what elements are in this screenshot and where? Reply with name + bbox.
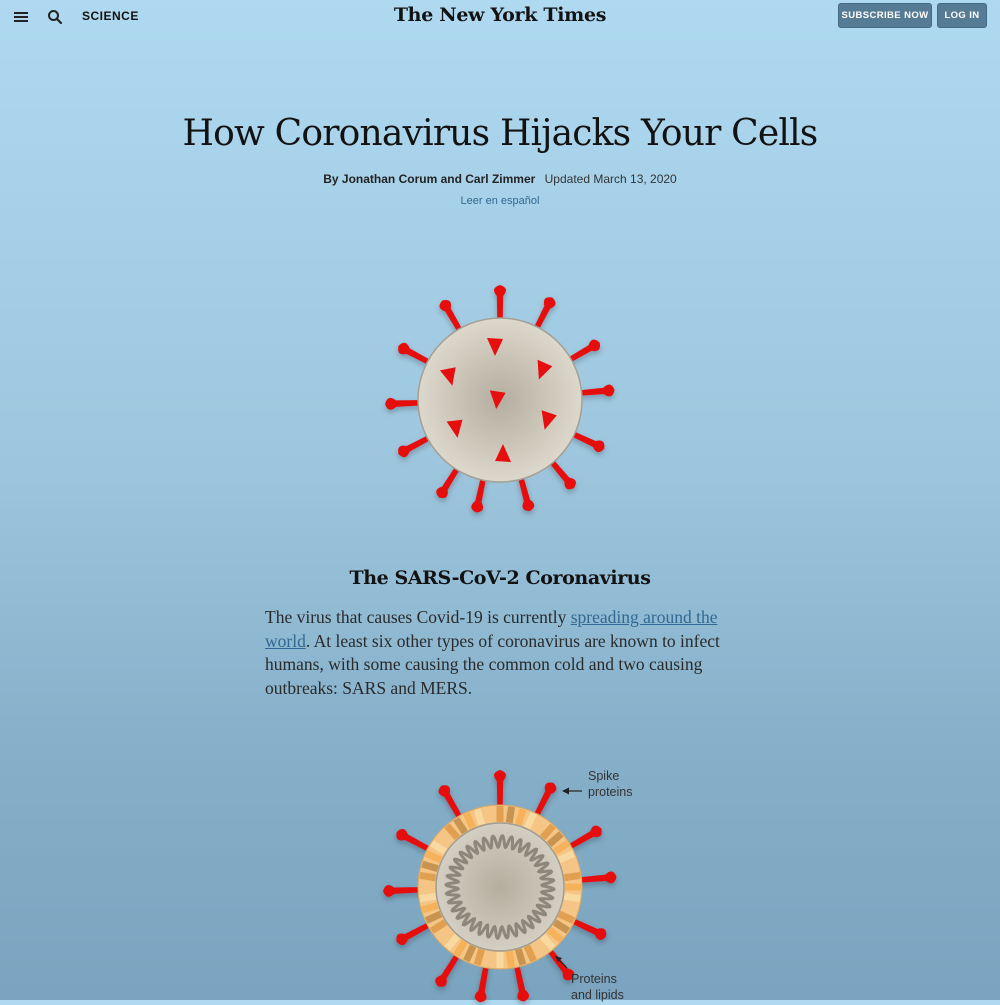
nyt-logo[interactable]: The New York Times	[393, 4, 607, 26]
article-paragraph	[265, 606, 735, 700]
byline-authors[interactable]: By Jonathan Corum and Carl Zimmer	[323, 172, 536, 186]
top-bar	[0, 0, 1000, 34]
label-spike-line1: Spike	[588, 769, 620, 783]
lipid-segment	[497, 952, 504, 968]
article-headline: How Coronavirus Hijacks Your Cells	[182, 113, 818, 154]
spreading-link[interactable]: spreading around the world	[265, 607, 718, 651]
label-proteins-lipids	[571, 971, 624, 1003]
spanish-version-link[interactable]: Leer en español	[460, 195, 540, 207]
login-button[interactable]: LOG IN	[937, 3, 987, 28]
label-proteins-line2: and lipids	[571, 988, 624, 1002]
subscribe-button[interactable]: SUBSCRIBE NOW	[838, 3, 932, 28]
coronavirus-illustration	[370, 275, 630, 525]
paragraph-text-end: . At least six other types of coronavirus are known to infect humans, with some causing the common cold and two causing outbreaks: SARS and MERS.	[265, 630, 720, 698]
byline	[0, 172, 1000, 186]
lipid-segment	[565, 884, 581, 891]
arrow-icon	[562, 788, 582, 795]
section-link-science[interactable]: SCIENCE	[82, 9, 139, 23]
lipid-segment	[497, 806, 504, 822]
label-spike-line2: proteins	[588, 785, 633, 799]
label-proteins-line1: Proteins	[571, 972, 617, 986]
section-heading: The SARS-CoV-2 Coronavirus	[349, 567, 651, 589]
label-spike-proteins	[588, 768, 632, 800]
paragraph-text-start: The virus that causes Covid-19 is currently	[265, 607, 571, 627]
updated-timestamp: Updated March 13, 2020	[544, 172, 677, 186]
lipid-segment	[419, 884, 435, 891]
coronavirus-cross-section-diagram	[370, 765, 650, 1005]
